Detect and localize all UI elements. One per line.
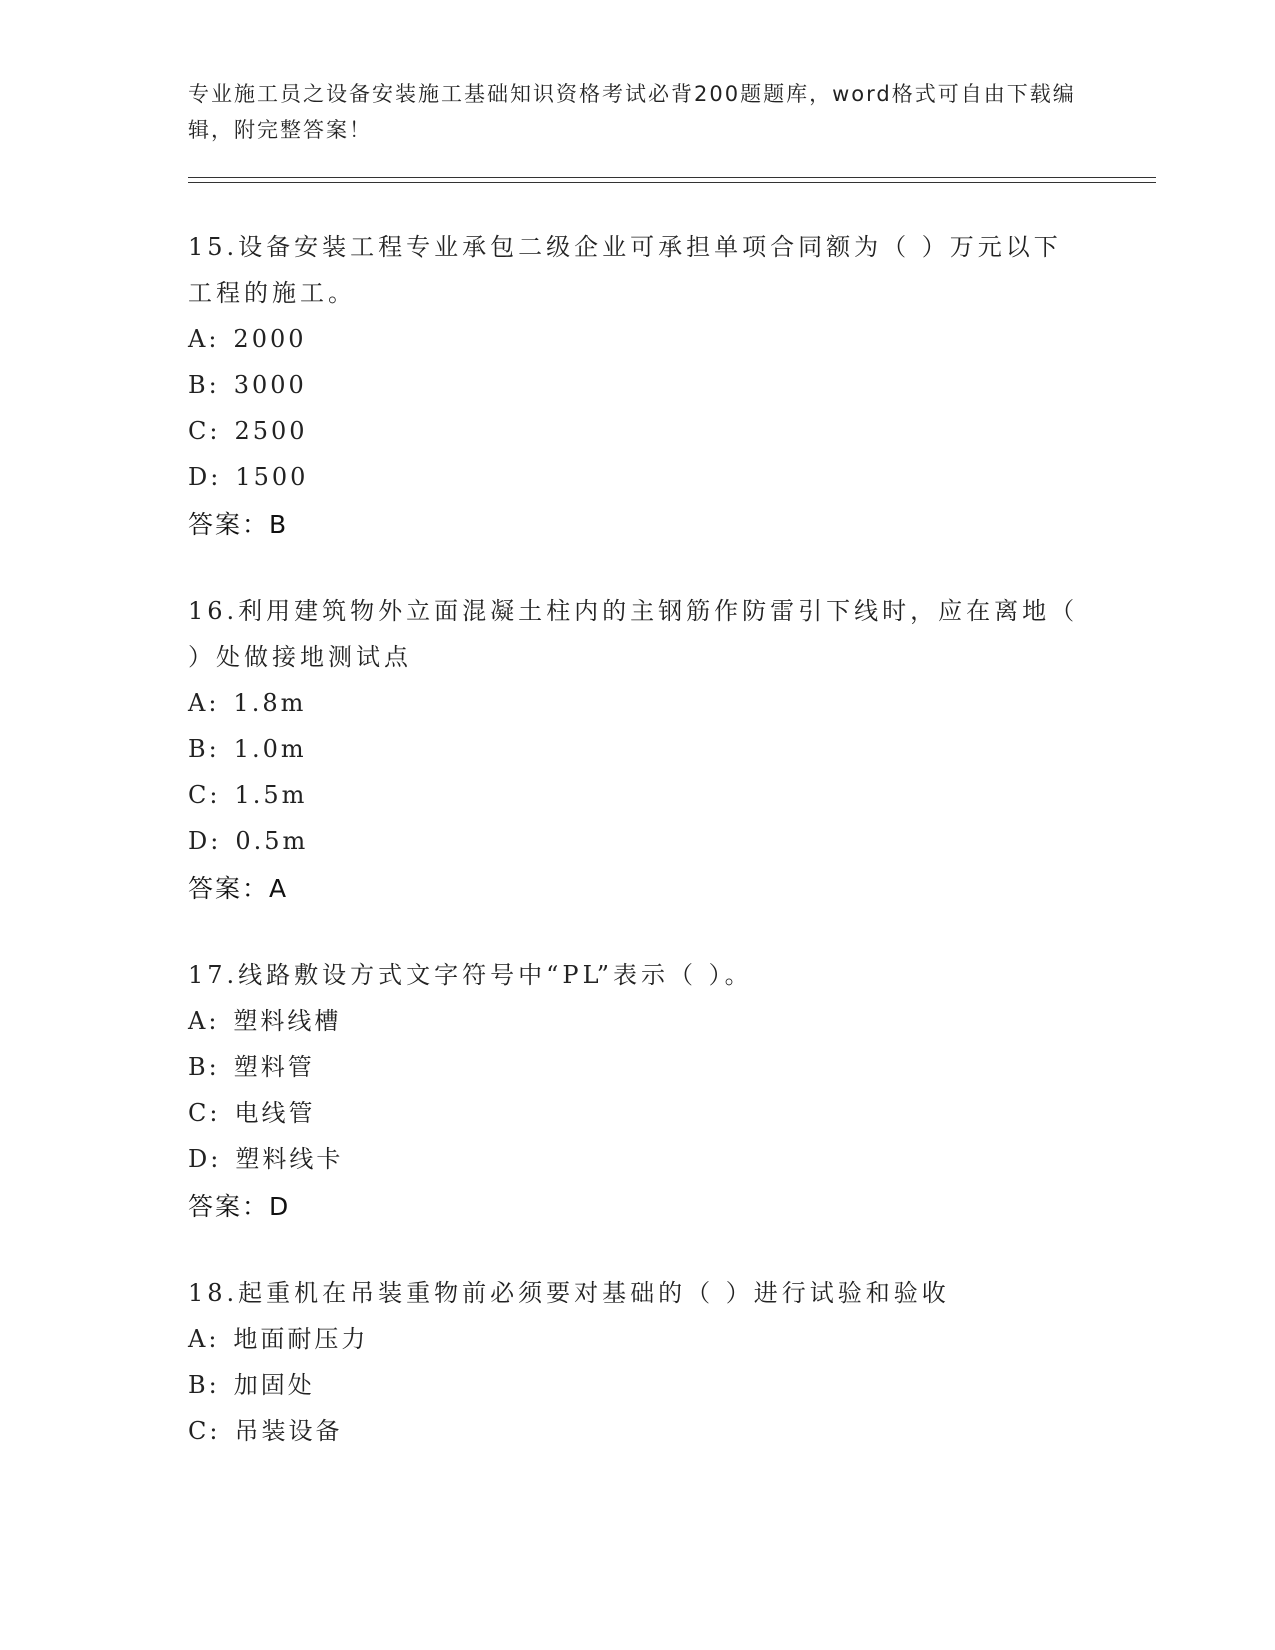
option-a xyxy=(188,680,1088,726)
option-text: 1.5m xyxy=(234,781,308,809)
option-key: C: xyxy=(188,781,221,809)
question-18 xyxy=(188,1270,1088,1454)
option-key: B: xyxy=(188,735,220,763)
option-key: A: xyxy=(188,325,220,353)
document-header: 专业施工员之设备安装施工基础知识资格考试必背200题题库，word格式可自由下载编辑，附完整答案！ xyxy=(188,82,1076,142)
option-text: 吊装设备 xyxy=(234,1417,343,1445)
option-c xyxy=(188,408,1088,454)
option-text: 塑料线槽 xyxy=(233,1007,342,1035)
option-key: C: xyxy=(188,417,221,445)
option-text: 塑料管 xyxy=(233,1053,315,1081)
option-text: 0.5m xyxy=(235,827,309,855)
option-key: A: xyxy=(188,689,220,717)
option-key: B: xyxy=(188,371,220,399)
option-key: A: xyxy=(188,1007,220,1035)
option-d xyxy=(188,1136,1088,1182)
question-stem: 16.利用建筑物外立面混凝土柱内的主钢筋作防雷引下线时，应在离地（ ）处做接地测试点 xyxy=(188,597,1079,671)
option-c xyxy=(188,1408,1088,1454)
question-15 xyxy=(188,224,1088,548)
question-stem: 15.设备安装工程专业承包二级企业可承担单项合同额为（ ）万元以下工程的施工。 xyxy=(188,233,1062,307)
option-key: D: xyxy=(188,827,222,855)
question-17 xyxy=(188,952,1088,1230)
option-a xyxy=(188,1316,1088,1362)
option-a xyxy=(188,316,1088,362)
question-16 xyxy=(188,588,1088,912)
header-divider-top xyxy=(188,177,1156,178)
option-a xyxy=(188,998,1088,1044)
option-text: 加固处 xyxy=(233,1371,315,1399)
option-key: C: xyxy=(188,1099,221,1127)
option-c xyxy=(188,1090,1088,1136)
option-text: 电线管 xyxy=(234,1099,316,1127)
option-text: 2500 xyxy=(234,417,308,445)
question-stem: 17.线路敷设方式文字符号中“PL”表示（ ）。 xyxy=(188,961,753,989)
option-text: 1.8m xyxy=(233,689,307,717)
option-text: 1500 xyxy=(235,463,309,491)
option-b xyxy=(188,362,1088,408)
option-key: D: xyxy=(188,1145,222,1173)
option-d xyxy=(188,454,1088,500)
option-key: B: xyxy=(188,1371,220,1399)
option-d xyxy=(188,818,1088,864)
question-stem: 18.起重机在吊装重物前必须要对基础的（ ）进行试验和验收 xyxy=(188,1279,950,1307)
option-key: D: xyxy=(188,463,222,491)
option-key: A: xyxy=(188,1325,220,1353)
option-b xyxy=(188,1362,1088,1408)
option-text: 1.0m xyxy=(233,735,307,763)
option-c xyxy=(188,772,1088,818)
option-b xyxy=(188,726,1088,772)
option-key: B: xyxy=(188,1053,220,1081)
header-divider-bottom xyxy=(188,182,1156,183)
answer-label: 答案：A xyxy=(188,874,289,903)
option-text: 地面耐压力 xyxy=(233,1325,369,1353)
option-text: 2000 xyxy=(233,325,307,353)
option-text: 3000 xyxy=(233,371,307,399)
option-text: 塑料线卡 xyxy=(235,1145,344,1173)
answer-label: 答案：B xyxy=(188,510,289,539)
answer-label: 答案：D xyxy=(188,1192,291,1221)
option-b xyxy=(188,1044,1088,1090)
option-key: C: xyxy=(188,1417,221,1445)
